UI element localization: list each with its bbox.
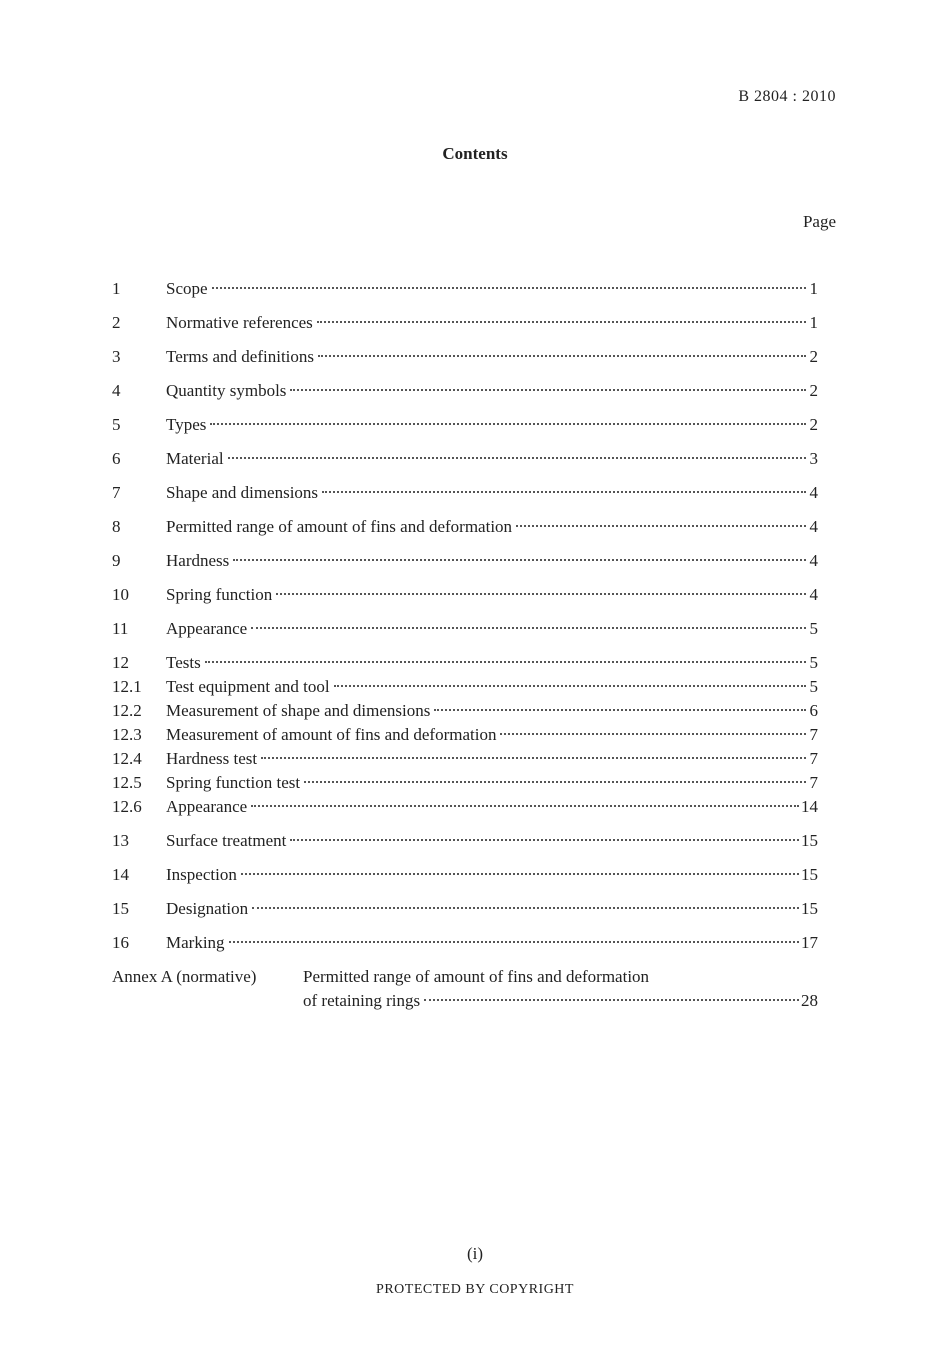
toc-page-number: 5 <box>809 619 818 638</box>
toc-entry-6[interactable] <box>112 447 818 471</box>
dot-leader <box>516 525 806 527</box>
toc-number: 7 <box>112 483 121 502</box>
toc-entry-15[interactable] <box>112 897 818 921</box>
toc-page-number: 5 <box>809 677 818 696</box>
copyright-notice: PROTECTED BY COPYRIGHT <box>376 1282 574 1297</box>
toc-number: 10 <box>112 585 129 604</box>
toc-title: Measurement of amount of fins and deformation <box>166 725 497 744</box>
toc-entry-16[interactable] <box>112 931 818 955</box>
toc-page-number: 7 <box>809 725 818 744</box>
toc-entry-9[interactable] <box>112 549 818 573</box>
toc-number: 12.3 <box>112 725 142 744</box>
toc-number: 11 <box>112 619 129 638</box>
dot-leader <box>228 457 806 459</box>
toc-number: 12.2 <box>112 701 142 720</box>
toc-entry-12-3[interactable] <box>112 723 818 747</box>
dot-leader <box>233 559 806 561</box>
toc-page-number: 17 <box>801 933 818 952</box>
toc-page-number: 3 <box>809 449 818 468</box>
toc-number: 16 <box>112 933 129 952</box>
toc-number: 13 <box>112 831 129 850</box>
dot-leader <box>241 873 799 875</box>
toc-title: Scope <box>166 279 208 298</box>
toc-number: 12.5 <box>112 773 142 792</box>
dot-leader <box>210 423 806 425</box>
toc-title: Material <box>166 449 224 468</box>
toc-title: Spring function <box>166 585 273 604</box>
toc-page-number: 7 <box>809 773 818 792</box>
toc-page-number: 14 <box>801 797 818 816</box>
dot-leader <box>424 999 799 1001</box>
toc-number: 15 <box>112 899 129 918</box>
toc-entry-12-4[interactable] <box>112 747 818 771</box>
toc-page-number: 1 <box>809 279 818 298</box>
toc-entry-11[interactable] <box>112 617 818 641</box>
document-number: B 2804 : 2010 <box>738 88 836 105</box>
dot-leader <box>334 685 806 687</box>
toc-page-number: 4 <box>809 483 818 502</box>
toc-title: Appearance <box>166 619 248 638</box>
dot-leader <box>205 661 806 663</box>
toc-entry-10[interactable] <box>112 583 818 607</box>
page-number: (i) <box>466 1244 484 1263</box>
toc-number: 9 <box>112 551 121 570</box>
toc-title: Designation <box>166 899 249 918</box>
toc-entry-12-5[interactable] <box>112 771 818 795</box>
toc-page-number: 4 <box>809 585 818 604</box>
toc-entry-5[interactable] <box>112 413 818 437</box>
dot-leader <box>276 593 806 595</box>
dot-leader <box>290 389 806 391</box>
dot-leader <box>290 839 799 841</box>
dot-leader <box>318 355 806 357</box>
toc-page-number: 4 <box>809 551 818 570</box>
toc-page-number: 1 <box>809 313 818 332</box>
toc-title: Normative references <box>166 313 313 332</box>
dot-leader <box>251 805 799 807</box>
toc-entry-annex-a[interactable] <box>112 965 818 1013</box>
toc-entry-13[interactable] <box>112 829 818 853</box>
page-title: Contents <box>442 144 508 163</box>
toc-entry-8[interactable] <box>112 515 818 539</box>
toc-number: 12.4 <box>112 749 142 768</box>
toc-title: Inspection <box>166 865 237 884</box>
dot-leader <box>212 287 806 289</box>
toc-title: Tests <box>166 653 201 672</box>
toc-number: 6 <box>112 449 121 468</box>
toc-page-number: 5 <box>809 653 818 672</box>
dot-leader <box>252 907 799 909</box>
toc-title: Marking <box>166 933 225 952</box>
toc-page-number: 15 <box>801 865 818 884</box>
annex-title-line-1: Permitted range of amount of fins and deformation <box>303 967 650 986</box>
dot-leader <box>261 757 806 759</box>
toc-entry-1[interactable] <box>112 277 818 301</box>
toc-page-number: 15 <box>801 831 818 850</box>
dot-leader <box>434 709 806 711</box>
toc-page-number: 7 <box>809 749 818 768</box>
toc-title: Test equipment and tool <box>166 677 330 696</box>
toc-page-number: 4 <box>809 517 818 536</box>
toc-page-number: 15 <box>801 899 818 918</box>
dot-leader <box>251 627 806 629</box>
toc-title: Quantity symbols <box>166 381 287 400</box>
dot-leader <box>304 781 806 783</box>
dot-leader <box>322 491 806 493</box>
dot-leader <box>229 941 799 943</box>
toc-title: Types <box>166 415 207 434</box>
toc-entry-12-1[interactable] <box>112 675 818 699</box>
toc-title: Shape and dimensions <box>166 483 319 502</box>
toc-entry-3[interactable] <box>112 345 818 369</box>
toc-number: 2 <box>112 313 121 332</box>
toc-title: Terms and definitions <box>166 347 315 366</box>
toc-page-number: 2 <box>809 381 818 400</box>
toc-title: Surface treatment <box>166 831 287 850</box>
annex-title-line-2: of retaining rings <box>303 991 421 1010</box>
toc-entry-12-6[interactable] <box>112 795 818 819</box>
toc-number: 12.6 <box>112 797 142 816</box>
toc-title: Spring function test <box>166 773 301 792</box>
dot-leader <box>500 733 806 735</box>
toc-entry-4[interactable] <box>112 379 818 403</box>
dot-leader <box>317 321 806 323</box>
annex-label: Annex A (normative) <box>112 967 257 986</box>
toc-number: 3 <box>112 347 121 366</box>
toc-title: Permitted range of amount of fins and deformation <box>166 517 513 536</box>
toc-number: 12.1 <box>112 677 142 696</box>
toc-entry-2[interactable] <box>112 311 818 335</box>
toc-page-number: 28 <box>801 991 818 1010</box>
toc-number: 1 <box>112 279 121 298</box>
toc-title: Hardness <box>166 551 230 570</box>
toc-page-number: 2 <box>809 415 818 434</box>
toc-title: Hardness test <box>166 749 258 768</box>
toc-number: 8 <box>112 517 121 536</box>
toc-entry-14[interactable] <box>112 863 818 887</box>
toc-number: 5 <box>112 415 121 434</box>
toc-number: 12 <box>112 653 129 672</box>
page-column-heading: Page <box>802 212 836 231</box>
toc-page-number: 2 <box>809 347 818 366</box>
toc-number: 4 <box>112 381 121 400</box>
toc-entry-12[interactable] <box>112 651 818 675</box>
toc-page-number: 6 <box>809 701 818 720</box>
table-of-contents <box>112 277 818 1013</box>
toc-entry-7[interactable] <box>112 481 818 505</box>
toc-number: 14 <box>112 865 129 884</box>
toc-title: Appearance <box>166 797 248 816</box>
toc-entry-12-2[interactable] <box>112 699 818 723</box>
toc-title: Measurement of shape and dimensions <box>166 701 431 720</box>
